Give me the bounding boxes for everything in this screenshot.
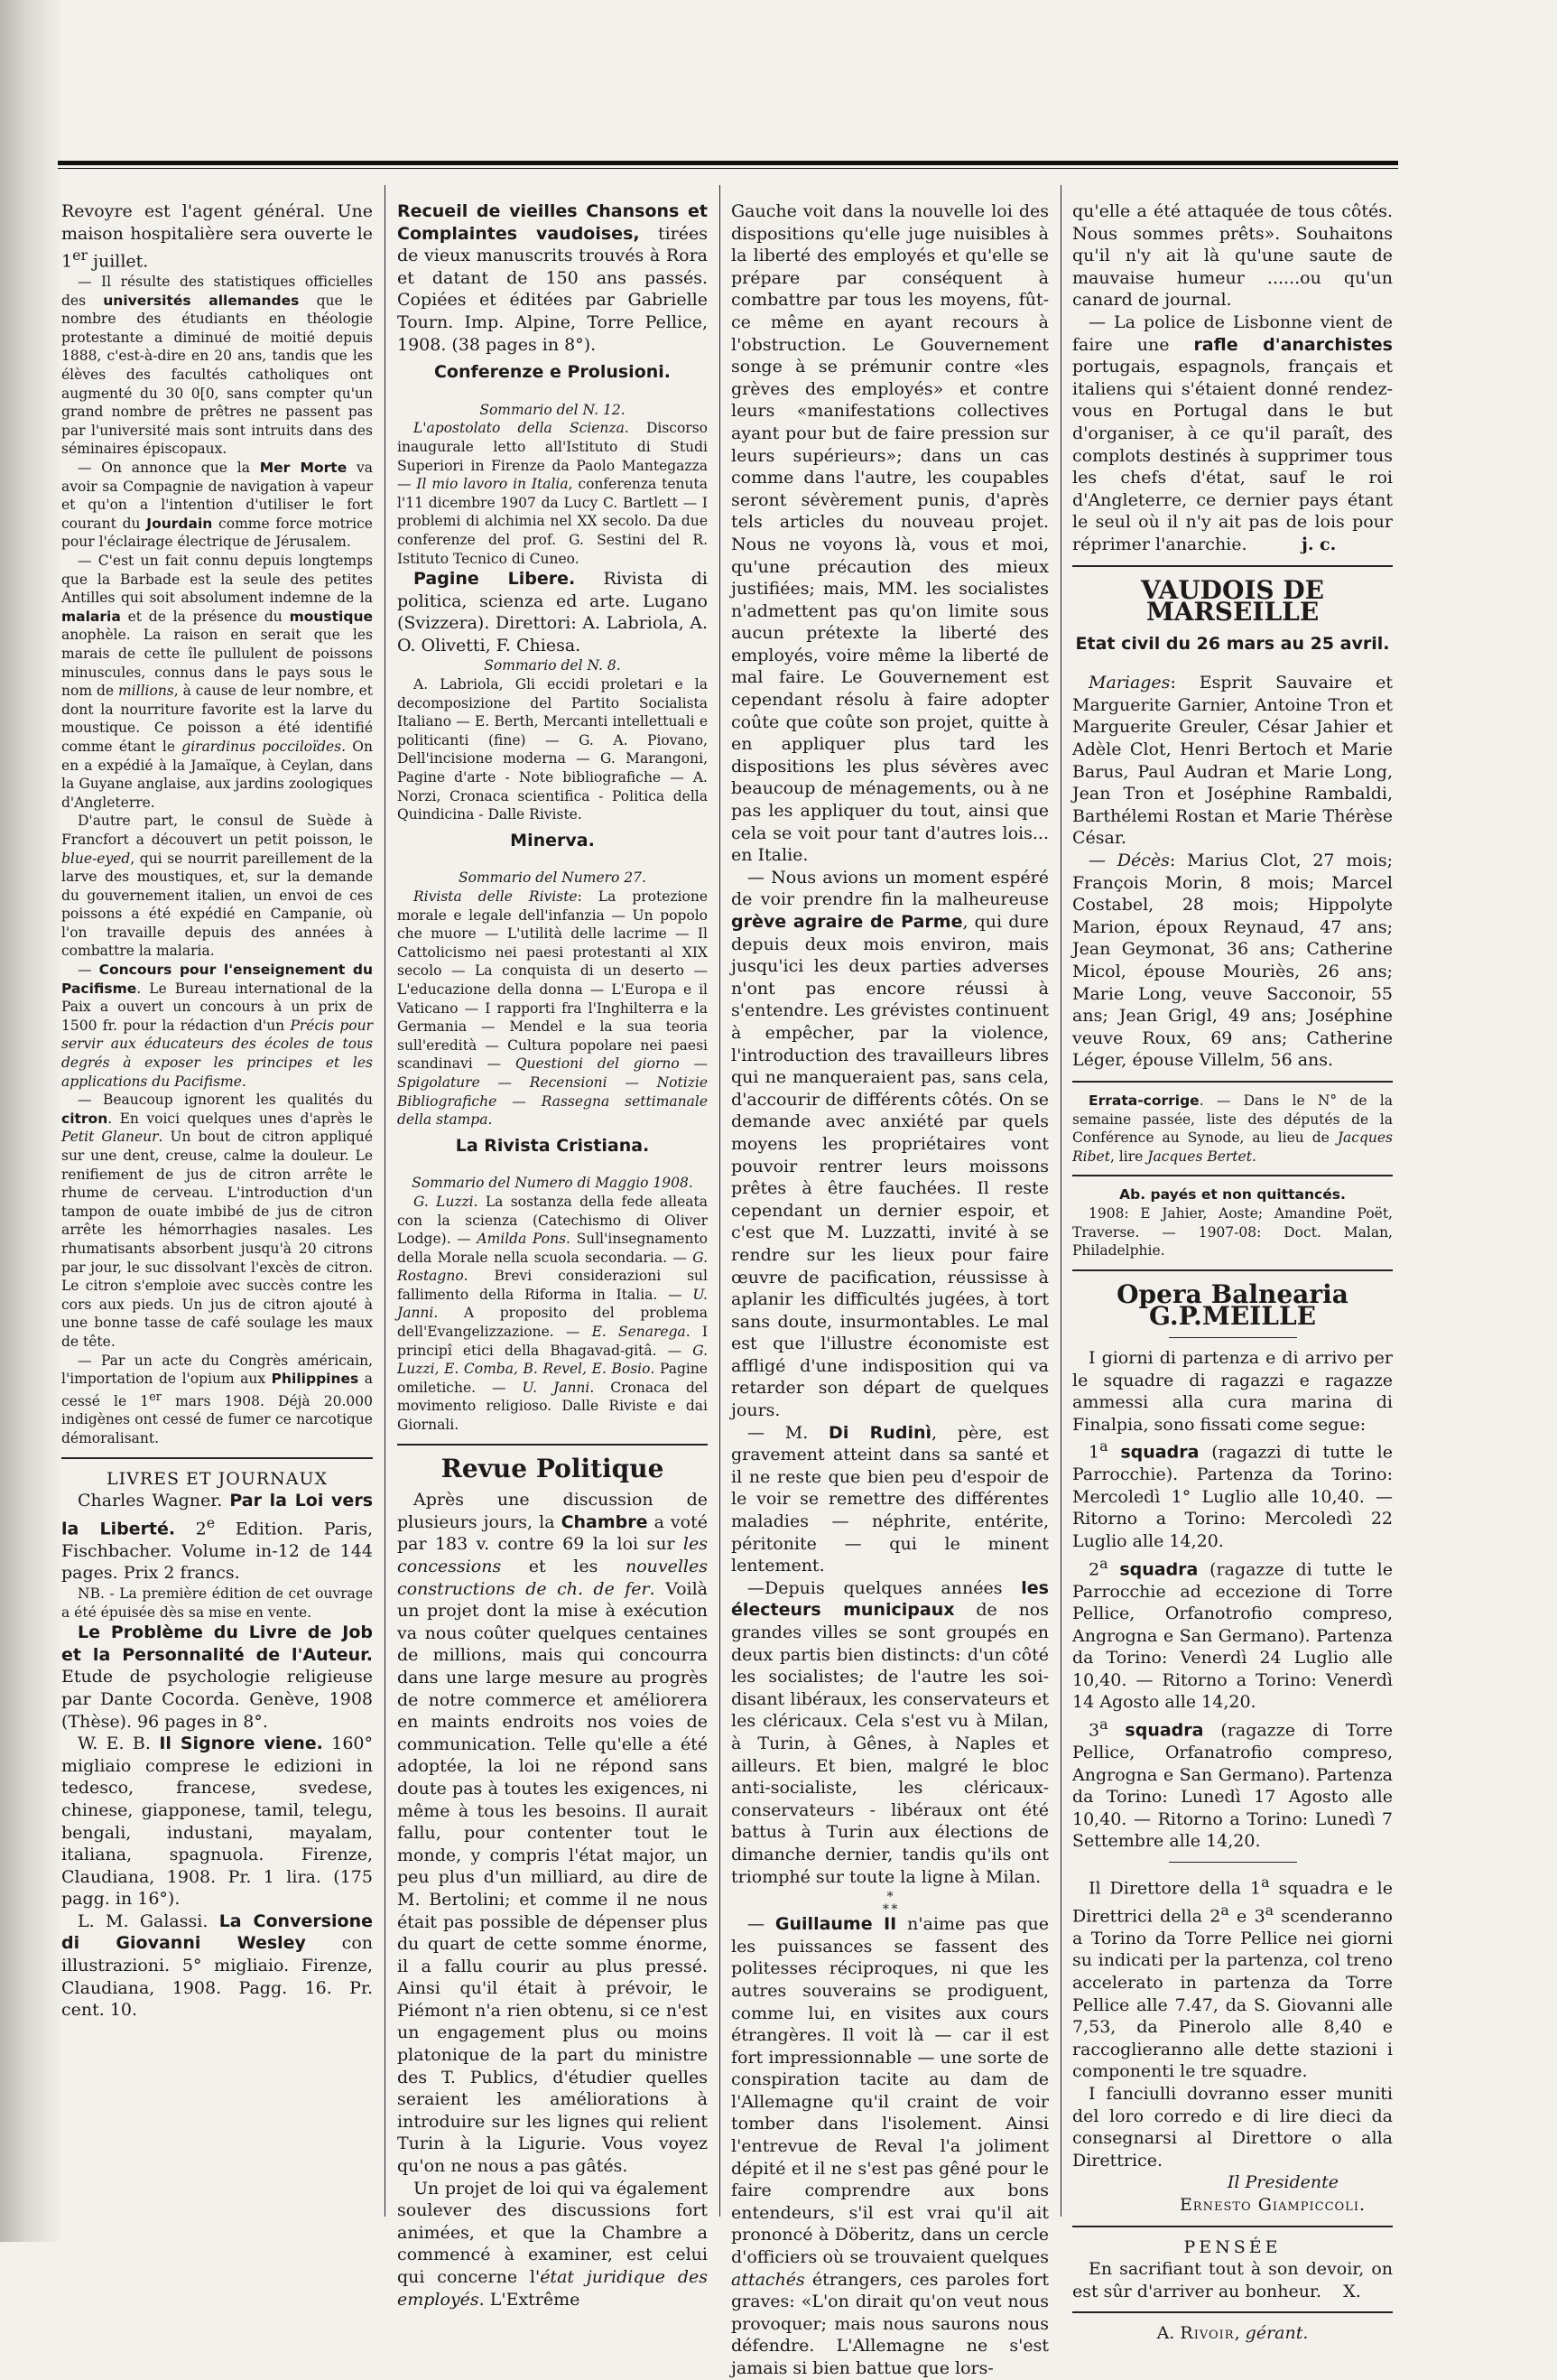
article-paragraph: — Beaucoup ignorent les qualités du citron. En voici quelques unes d'après le Petit Glaneur. Un bout de citron appliqué sur une dent, creuse, calme la douleur. Le renifiement de jus de citron arrête le rhume de cerveau. L'introduction d'un tampon de ouate imbibé de jus de citron arrête les hémorrhagies nasales. Les rhumatisants absorbent jusqu'à 20 citrons par jour, le suc dissolvant l'excès de citron. Le citron s'emploie avec succès contre les cors aux pieds. Un jus de citron ajouté à une bonne tasse de café soulage les maux de tête.	[61, 1092, 373, 1350]
section-rule-short	[1169, 1862, 1297, 1863]
article-paragraph: qu'elle a été attaquée de tous côtés. Nous sommes prêts». Souhaitons qu'il n'y ait là qu'une saute de mauvaise humeur ......ou qu'un canard de journal.	[1072, 201, 1393, 311]
article-paragraph: — Concours pour l'enseignement du Pacifisme. Le Bureau international de la Paix a ouvert un concours à un prix de 1500 fr. pour la rédaction d'un Précis pour servir aux éducateurs des écoles de tous degrés à exposer les principes et les applications du Pacifisme.	[61, 962, 373, 1090]
article-paragraph: 3$^a$ squadra (ragazze di Torre Pellice, Orfanatrofio compreso, Angrogna e San Germano). Partenza da Torino: Lunedì 17 Agosto alle 10,40. — Ritorno a Torino: Lunedì 7 Settembre alle 14,20.	[1072, 1715, 1393, 1852]
page-edge-shadow	[0, 0, 63, 2242]
article-paragraph: LIVRES ET JOURNAUX	[106, 1468, 329, 1489]
article-paragraph: — Guillaume II n'aime pas que les puissances se fassent des politesses réciproques, ni que les autres souverains se prodiguent, comme lui, en visites aux cours étrangères. Il voit là — car il est fort impressionnable — une sorte de conspiration tacite au dam de l'Allemagne qu'il craint de voir tomber dans l'isolement. Ainsi l'entrevue de Reval l'a joliment dépité et il ne s'est pas gêné pour le faire comprendre aux bons entendeurs, s'il est vrai qu'il ait prononcé à Döberitz, dans un cercle d'officiers où se trouvaient quelques attachés étrangers, ces paroles fort graves: «L'on dirait qu'on veut nous provoquer; mais nous saurons nous défendre. L'Allemagne ne s'est jamais si bien battue que lors-	[731, 1914, 1049, 2378]
article-paragraph: Rivista delle Riviste: La protezione morale e legale dell'infanzia — Un popolo che muore — L'utilità delle lacrime — Il Cattolicismo nei paesi protestanti al XIX secolo — La conquista di un deserto — L'educazione della donna — L'Europa e il Vaticano — I rapporti fra l'Inghilterra e la Germania — Mendel e la sua teoria sull'eredità — Cultura popolare nei paesi scandinavi — Questioni del giorno — Spigolature — Recensioni — Notizie Bibliografiche — Rassegna settimanale della stampa.	[397, 888, 709, 1129]
article-paragraph: — Nous avions un moment espéré de voir prendre fin la malheureuse grève agraire de Parme, qui dure depuis deux mois environ, mais jusqu'ici les deux parties adverses n'ont pas encore réussi à s'entendre. Les grévistes continuent à empêcher, par la violence, l'introduction des travailleurs libres qui ne manqueraient pas, sans cela, d'accourir de différents côtés. On se demande avec anxiété par quels moyens les propriétaires vont pouvoir rentrer leurs moissons prêtes à être fauchées. Il reste cependant un dernier espoir, et c'est que M. Luzzatti, invité à se rendre sur les lieux pour faire œuvre de pacification, réussisse à aplanir les difficultés jugées, à tort sans doute, insurmontables. Le mal est que l'illustre économiste est affligé d'une indisposition qui va retarder son départ de quelques jours.	[731, 867, 1049, 1421]
column-2	[397, 200, 709, 2310]
section-rule	[1072, 1081, 1393, 1083]
column-3	[731, 200, 1049, 2378]
section-rule-short	[1169, 1337, 1297, 1338]
section-rule	[1072, 1175, 1393, 1176]
article-paragraph: Il Presidente Ernesto Giampiccoli.	[1179, 2172, 1366, 2215]
asterism: ∗ ∗∗	[881, 1887, 899, 1915]
article-paragraph: — La police de Lisbonne vient de faire une rafle d'anarchistes portugais, espagnols, français et italiens qui s'étaient donné rendez-vous en Portugal dans le but d'organiser, à ce qu'il paraît, des complots destinés à supprimer tous les chefs d'état, sauf le roi d'Angleterre, ce dernier pays étant le seul où il n'y ait pas de lois pour réprimer l'anarchie. j. c.	[1072, 311, 1393, 554]
article-paragraph: — M. Di Rudinì, père, est gravement atteint dans sa santé et il ne reste que bien peu d'espoir de le voir se remettre des différentes maladies — néphrite, entérite, péritonite — qui le minent lentement.	[731, 1422, 1049, 1576]
article-paragraph: Le Problème du Livre de Job et la Personnalité de l'Auteur. Etude de psychologie religieuse par Dante Cocorda. Genève, 1908 (Thèse). 96 pages in 8°.	[61, 1622, 373, 1732]
article-paragraph: L'apostolato della Scienza. Discorso inaugurale letto all'Istituto di Studi Superiori in Firenze da Paolo Mantegazza — Il mio lavoro in Italia, conferenza tenuta l'11 dicembre 1907 da Lucy C. Bartlett — I problemi di alchimia nel XX secolo. Da due conferenze del prof. G. Sestini del R. Istituto Tecnico di Cuneo.	[397, 420, 708, 567]
article-paragraph: — Décès: Marius Clot, 27 mois; François Morin, 8 mois; Marcel Costabel, 28 mois; Hippolyte Marion, époux Reynaud, 47 ans; Jean Geymonat, 36 ans; Catherine Micol, épouse Mouriès, 26 ans; Marie Long, veuve Sacconoir, 55 ans; Jean Grigl, 49 ans; Joséphine veuve Roux, 69 ans; Catherine Léger, épouse Villelm, 56 ans.	[1072, 851, 1393, 1071]
article-paragraph: W. E. B. Il Signore viene. 160° migliaio comprese le edizioni in tedesco, francese, svedese, chinese, giapponese, tamil, telegu, bengali, industani, mayalam, italiana, spagnuola. Firenze, Claudiana, 1908. Pr. 1 lira. (175 pagg. in 16°).	[61, 1734, 374, 1910]
article-paragraph: PENSÉE	[1183, 2236, 1282, 2257]
header-rule	[58, 161, 1398, 165]
header-rule-thin	[58, 168, 1398, 169]
article-paragraph: Revoyre est l'agent général. Une maison hospitalière sera ouverte le 1er juillet.	[61, 201, 373, 272]
article-paragraph: 1$^a$ squadra (ragazzi di tutte le Parrocchie). Partenza da Torino: Mercoledì 1° Luglio alle 10,40. — Ritorno a Torino: Mercoledì 22 Luglio alle 14,20.	[1072, 1437, 1393, 1551]
article-paragraph: Sommario del N. 12.	[479, 401, 626, 418]
section-heading: Etat civil du 26 mars au 25 avril.	[1075, 633, 1390, 654]
column-4	[1072, 200, 1393, 2344]
article-paragraph: I fanciulli dovranno esser muniti del loro corredo e di lire dieci da consegnarsi al Direttore o alla Direttrice.	[1072, 2083, 1393, 2171]
article-paragraph: — Il résulte des statistiques officielles des universités allemandes que le nombre des étudiants en théologie protestante a diminué de moitié depuis 1888, c'est-à-dire en 20 ans, tandis que les élèves des facultés catholiques ont augmenté du 30 0[0, sans compter qu'un grand nombre de prêtres ne passent pas par l'université mais sont intruits dans des séminaires épiscopaux.	[61, 274, 373, 458]
article-paragraph: Gauche voit dans la nouvelle loi des dispositions qu'elle juge nuisibles à la liberté des employés et qu'elle se prépare par conséquent à combattre par tous les moyens, fût-ce même en ayant recours à l'obstruction. Le Gouvernement songe à se prémunir contre «les grèves des employés» et contre leurs «manifestations collectives ayant pour but de faire pression sur leurs supérieurs»; dans un cas comme dans l'autre, les coupables seront sévèrement punis, d'après tels articles du nouveau projet. Nous ne voyons là, vous et moi, qu'une précaution des mieux justifiées; mais, MM. les socialistes n'admettent pas qu'on limite sous aucun prétexte la liberté des employés, voire même la liberté de mal faire. Le Gouvernement est cependant résolu à faire adopter coûte que coûte son projet, quitte à en appliquer plus tard les dispositions les plus sévères avec beaucoup de ménagements, ou à ne pas les appliquer du tout, ainsi que cela se voit pour tant d'autres lois... en Italie.	[731, 201, 1049, 866]
section-title: Opera Balnearia G.P.MEILLE	[1117, 1278, 1348, 1332]
section-title: VAUDOIS DE MARSEILLE	[1140, 574, 1325, 628]
article-paragraph: A. Rivoir, gérant.	[1156, 2323, 1309, 2344]
article-paragraph: Charles Wagner. Par la Loi vers la Liberté. 2e Edition. Paris, Fischbacher. Volume in-12 de 144 pages. Prix 2 francs.	[61, 1491, 373, 1584]
article-paragraph: Sommario del Numero di Maggio 1908.	[412, 1175, 693, 1192]
article-paragraph: G. Luzzi. La sostanza della fede alleata con la scienza (Catechismo di Oliver Lodge). — Amilda Pons. Sull'insegnamento della Morale nella scuola secondaria. — G. Rostagno. Brevi considerazioni sul fallimento della Riforma in Italia. — U. Janni. A proposito del problema dell'Evangelizzazione. — E. Senarega. I principî etici della Bhagavad-gitâ. — G. Luzzi, E. Comba, B. Revel, E. Bosio. Pagine omiletiche. — U. Janni. Cronaca del movimento religioso. Dalle Riviste e dai Giornali.	[397, 1193, 708, 1434]
section-title: Revue Politique	[440, 1453, 664, 1483]
article-paragraph: 1908: E Jahier, Aoste; Amandine Poët, Traverse. — 1907-08: Doct. Malan, Philadelphie.	[1072, 1204, 1393, 1260]
article-paragraph: NB. - La première édition de cet ouvrage a été épuisée dès sa mise en vente.	[61, 1585, 373, 1621]
column-1	[61, 200, 373, 2214]
article-paragraph: Il Direttore della 1$^a$ squadra e le Direttrici della 2$^a$ e 3$^a$ scenderanno a Torino da Torre Pellice nei giorni su indicati per la partenza, col treno accelerato in partenza da Torre Pellice alle 7.47, da S. Giovanni alle 7,53, da Pinerolo alle 8,40 e raccoglieranno alle dette stazioni i componenti le tre squadre.	[1072, 1873, 1393, 2082]
article-paragraph: — Par un acte du Congrès américain, l'importation de l'opium aux Philippines a cessé le 1er mars 1908. Déjà 20.000 indigènes ont cessé de fumer ce narcotique démoralisant.	[61, 1352, 374, 1447]
article-paragraph: Après une discussion de plusieurs jours, la Chambre a voté par 183 v. contre 69 la loi sur les concessions et les nouvelles constructions de ch. de fer. Voilà un projet dont la mise à exécution va nous coûter quelques centaines de millions, mais qui concourra dans une large mesure au progrès de notre commerce et améliorera en maints endroits nos voies de communication. Telle qu'elle a été adoptée, la loi ne répond sans doute pas à toutes les exigences, ni même à tous les besoins. Il aurait fallu, pour contenter tout le monde, y compris l'état major, un peu plus d'un milliard, au dire de M. Bertolini; et comme il ne nous était pas possible de dépenser plus du quart de cette somme énorme, il a fallu courir au plus pressé. Ainsi qu'il était à prévoir, le Piémont n'a rien obtenu, si ce n'est un engagement plus ou moins platonique de la part du ministre des T. Publics, d'étudier quelles seraient les améliorations à introduire sur les lignes qui relient Turin à la Ligurie. Vous voyez qu'on ne nous a pas gâtés.	[397, 1490, 708, 2177]
article-paragraph: — C'est un fait connu depuis longtemps que la Barbade est la seule des petites Antilles qui soit absolument indemne de la malaria et de la présence du moustique anophèle. La raison en serait que les marais de cette île pullulent de poissons minuscules, connus dans le pays sous le nom de millions, à cause de leur nombre, et dont la nourriture favorite est la larve du moustique. Ce poisson a été identifié comme étant le girardinus pocciloïdes. On en a expédié à la Jamaïque, à Ceylan, dans la Guyane anglaise, aux jardins zoologiques d'Angleterre.	[61, 553, 373, 811]
section-rule	[61, 1457, 373, 1459]
section-heading: Minerva.	[510, 830, 595, 851]
article-paragraph: Sommario del Numero 27.	[459, 869, 646, 887]
section-heading: La Rivista Cristiana.	[455, 1135, 650, 1156]
article-paragraph: En sacrifiant tout à son devoir, on est sûr d'arriver au bonheur. X.	[1072, 2259, 1393, 2301]
article-paragraph: Recueil de vieilles Chansons et Complaintes vaudoises, tirées de vieux manuscrits trouvés à Rora et datant de 150 ans passés. Copiées et éditées par Gabrielle Tourn. Imp. Alpine, Torre Pellice, 1908. (38 pages in 8°).	[397, 201, 708, 355]
section-rule	[397, 1444, 708, 1446]
article-paragraph: Sommario del N. 8.	[484, 657, 621, 674]
section-rule	[1072, 2311, 1393, 2313]
article-paragraph: Pagine Libere. Rivista di politica, scienza ed arte. Lugano (Svizzera). Direttori: A. Labriola, A. O. Olivetti, F. Chiesa.	[397, 569, 708, 655]
article-paragraph: Ab. payés et non quittancés.	[1119, 1186, 1346, 1204]
article-paragraph: I giorni di partenza e di arrivo per le squadre di ragazzi e ragazze ammessi alla cura marina di Finalpia, sono fissati come segue:	[1072, 1347, 1393, 1435]
article-paragraph: — On annonce que la Mer Morte va avoir sa Compagnie de navigation à vapeur et qu'on a l'intention d'utiliser le fort courant du Jourdain comme force motrice pour l'éclairage électrique de Jérusalem.	[61, 460, 373, 551]
section-rule	[1072, 1269, 1393, 1271]
section-rule	[1072, 2226, 1393, 2227]
article-paragraph: —Depuis quelques années les électeurs municipaux de nos grandes villes se sont groupés en deux partis bien distincts: d'un côté les socialistes; de l'autre les soi-disant libéraux, les conservateurs et les cléricaux. Cela s'est vu à Milan, à Turin, à Gênes, à Naples et ailleurs. Et bien, malgré le bloc anti-socialiste, les cléricaux-conservateurs - libéraux ont été battus à Turin aux élections de dimanche dernier, tandis qu'ils ont triomphé sur toute la ligne à Milan.	[731, 1577, 1049, 1887]
article-paragraph: Un projet de loi qui va également soulever des discussions fort animées, et que la Chambre a commencé à examiner, est celui qui concerne l'état juridique des employés. L'Extrême	[397, 2178, 708, 2310]
article-paragraph: L. M. Galassi. La Conversione di Giovanni Wesley con illustrazioni. 5° migliaio. Firenze, Claudiana, 1908. Pagg. 16. Pr. cent. 10.	[61, 1911, 373, 2021]
section-rule	[1072, 565, 1393, 567]
article-paragraph: Errata-corrige. — Dans le N° de la semaine passée, liste des députés de la Conférence au Synode, au lieu de Jacques Ribet, lire Jacques Bertet.	[1072, 1092, 1393, 1165]
article-paragraph: 2$^a$ squadra (ragazze di tutte le Parrocchie ad eccezione di Torre Pellice, Orfanotrofio compreso, Angrogna e San Germano). Partenza da Torino: Venerdì 24 Luglio alle 10,40. — Ritorno a Torino: Venerdì 14 Agosto alle 14,20.	[1072, 1554, 1393, 1713]
section-heading: Conferenze e Prolusioni.	[433, 362, 672, 383]
column-divider	[719, 185, 720, 2217]
article-paragraph: Mariages: Esprit Sauvaire et Marguerite Garnier, Antoine Tron et Marguerite Greuler, César Jahier et Adèle Clot, Henri Bertoch et Marie Barus, Paul Audran et Marie Long, Jean Tron et Joséphine Rambaldi, Barthélemi Rostan et Marie Thérèse César.	[1072, 673, 1393, 849]
article-paragraph: A. Labriola, Gli eccidi proletari e la decomposizione del Partito Socialista Italiano — E. Berth, Mercanti intellettuali e politicanti (fine) — G. A. Piovano, Dell'incisione moderna — G. Marangoni, Pagine d'arte - Note bibliografiche — A. Norzi, Cronaca scientifica - Politica della Quindicina - Dalle Riviste.	[397, 676, 708, 823]
article-paragraph: D'autre part, le consul de Suède à Francfort a découvert un petit poisson, le blue-eyed, qui se nourrit pareillement de la larve des moustiques, et, sur la demande du gouvernement italien, un envoi de ces poissons a été expédié en Campanie, où l'on travaille depuis des années à combattre la malaria.	[61, 813, 373, 960]
